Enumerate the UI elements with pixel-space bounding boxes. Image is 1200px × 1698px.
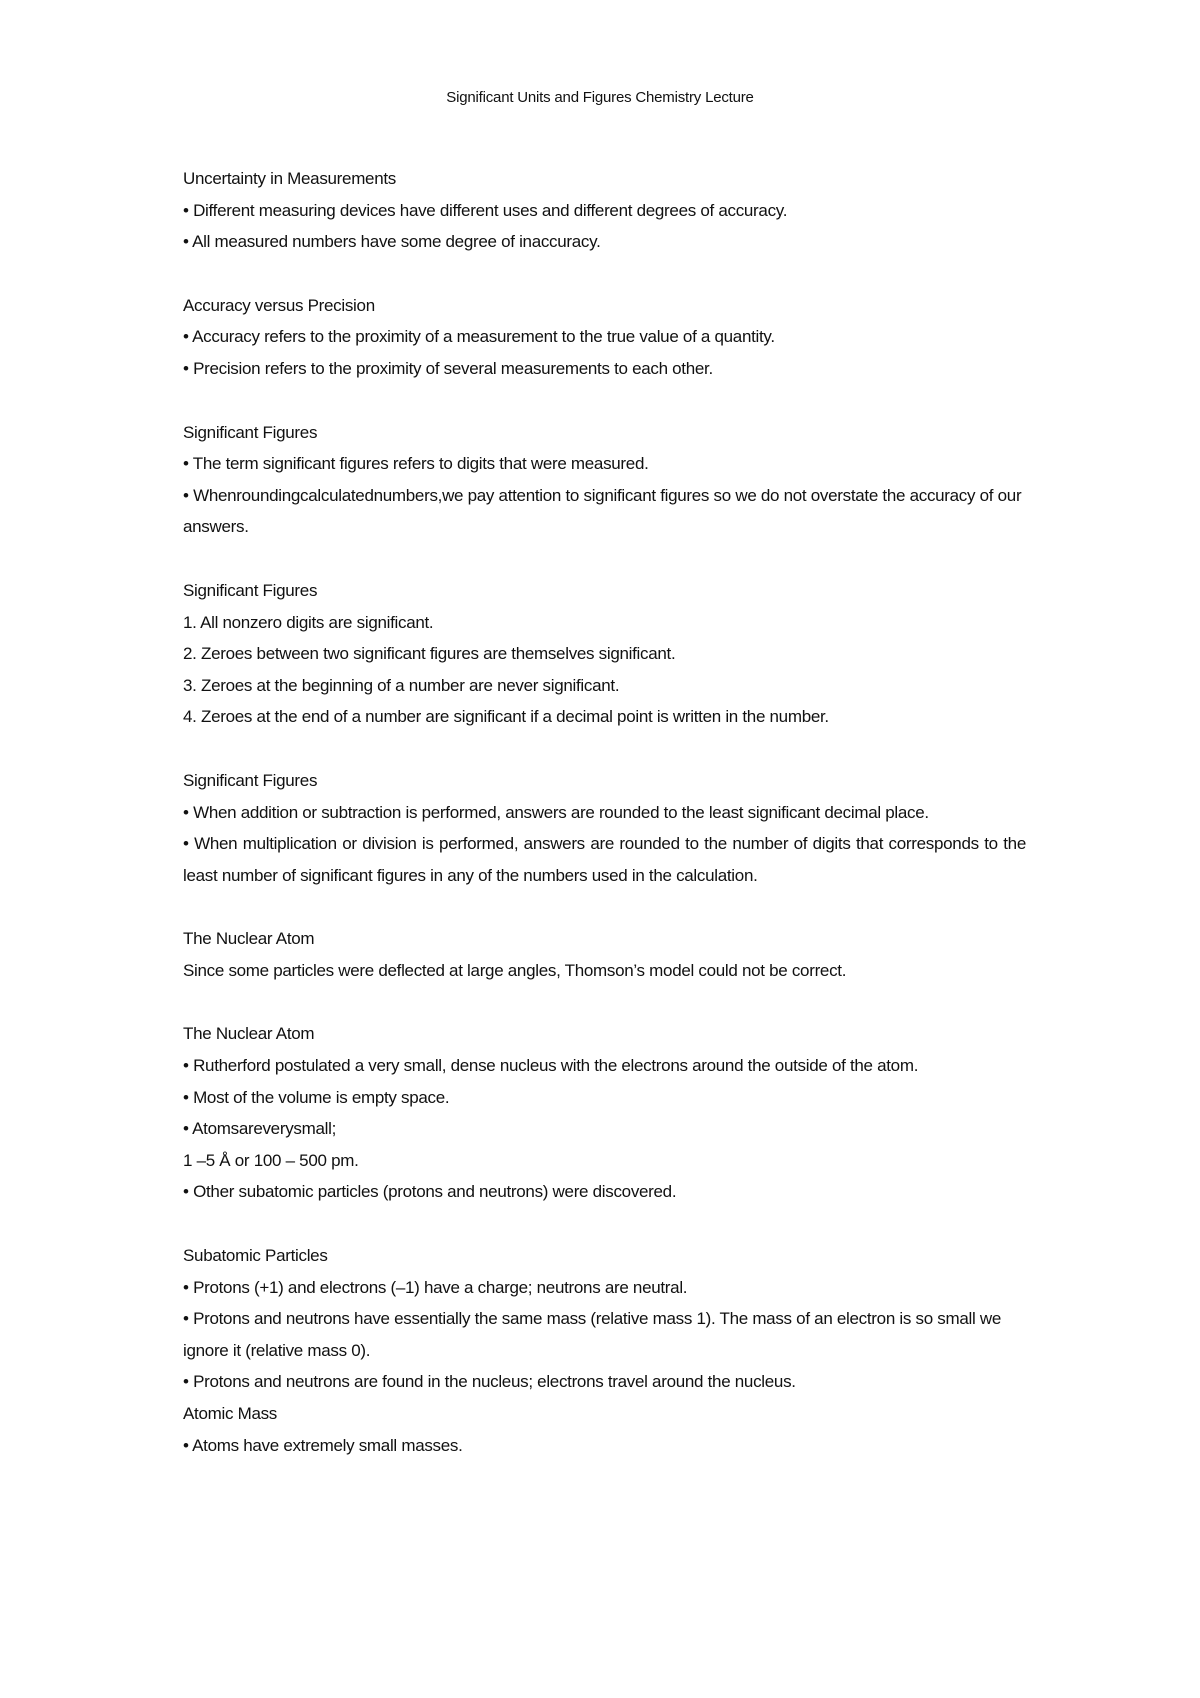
section-significant-figures-3 — [183, 765, 1026, 891]
bullet-line: • When multiplication or division is performed, answers are rounded to the number of digits that corresponds to the least number of significant figures in any of the numbers used in the calculation. — [183, 834, 1026, 885]
section-accuracy-versus-precision — [183, 290, 1026, 385]
bullet-line: • Protons and neutrons are found in the nucleus; electrons travel around the nucleus. — [183, 1372, 796, 1392]
bullet-line: • Rutherford postulated a very small, dense nucleus with the electrons around the outside of the atom. — [183, 1056, 919, 1076]
paragraph-line: 1 –5 Å or 100 – 500 pm. — [183, 1150, 359, 1170]
numbered-line: 4. Zeroes at the end of a number are significant if a decimal point is written in the number. — [183, 707, 829, 727]
section-heading: The Nuclear Atom — [183, 1024, 315, 1044]
section-subatomic-particles — [183, 1240, 1026, 1398]
bullet-line: • When addition or subtraction is performed, answers are rounded to the least significant decimal place. — [183, 802, 929, 822]
section-heading: Significant Figures — [183, 580, 318, 600]
section-atomic-mass — [183, 1398, 1026, 1461]
section-heading: Accuracy versus Precision — [183, 295, 375, 315]
numbered-line: 1. All nonzero digits are significant. — [183, 612, 434, 632]
paragraph-line: Since some particles were deflected at large angles, Thomson’s model could not be correct. — [183, 960, 847, 980]
bullet-line: • Precision refers to the proximity of several measurements to each other. — [183, 358, 713, 378]
section-heading: Uncertainty in Measurements — [183, 169, 396, 188]
section-significant-figures-1 — [183, 417, 1026, 543]
bullet-line: • All measured numbers have some degree of inaccuracy. — [183, 232, 601, 252]
numbered-line: 2. Zeroes between two significant figures are themselves significant. — [183, 644, 676, 664]
section-nuclear-atom-2 — [183, 1018, 1026, 1208]
section-heading: Subatomic Particles — [183, 1246, 328, 1266]
bullet-line: • Accuracy refers to the proximity of a measurement to the true value of a quantity. — [183, 327, 775, 347]
numbered-line: 3. Zeroes at the beginning of a number are never significant. — [183, 675, 620, 695]
section-heading: Atomic Mass — [183, 1404, 277, 1423]
bullet-line: • Most of the volume is empty space. — [183, 1087, 450, 1107]
bullet-line: • Protons (+1) and electrons (–1) have a charge; neutrons are neutral. — [183, 1277, 688, 1297]
bullet-line: • Protons and neutrons have essentially the same mass (relative mass 1). The mass of an electron is so small we ignore it (relative mass 0). — [183, 1309, 1001, 1360]
bullet-line: • Different measuring devices have different uses and different degrees of accuracy. — [183, 200, 788, 220]
section-heading: Significant Figures — [183, 422, 318, 442]
section-uncertainty-in-measurements — [183, 163, 1026, 258]
section-nuclear-atom-1 — [183, 923, 1026, 986]
section-heading: The Nuclear Atom — [183, 929, 315, 949]
bullet-line: • The term significant figures refers to digits that were measured. — [183, 454, 649, 474]
page-header-title: Significant Units and Figures Chemistry Lecture — [446, 89, 754, 106]
bullet-line: • Whenroundingcalculatednumbers,we pay attention to significant figures so we do not overstate the accuracy of our answers. — [183, 485, 1022, 537]
bullet-line: • Other subatomic particles (protons and neutrons) were discovered. — [183, 1182, 677, 1202]
bullet-line: • Atomsareverysmall; — [183, 1119, 336, 1139]
section-heading: Significant Figures — [183, 770, 318, 790]
section-significant-figures-2 — [183, 575, 1026, 733]
bullet-line: • Atoms have extremely small masses. — [183, 1435, 463, 1455]
document-body — [183, 163, 1026, 1461]
